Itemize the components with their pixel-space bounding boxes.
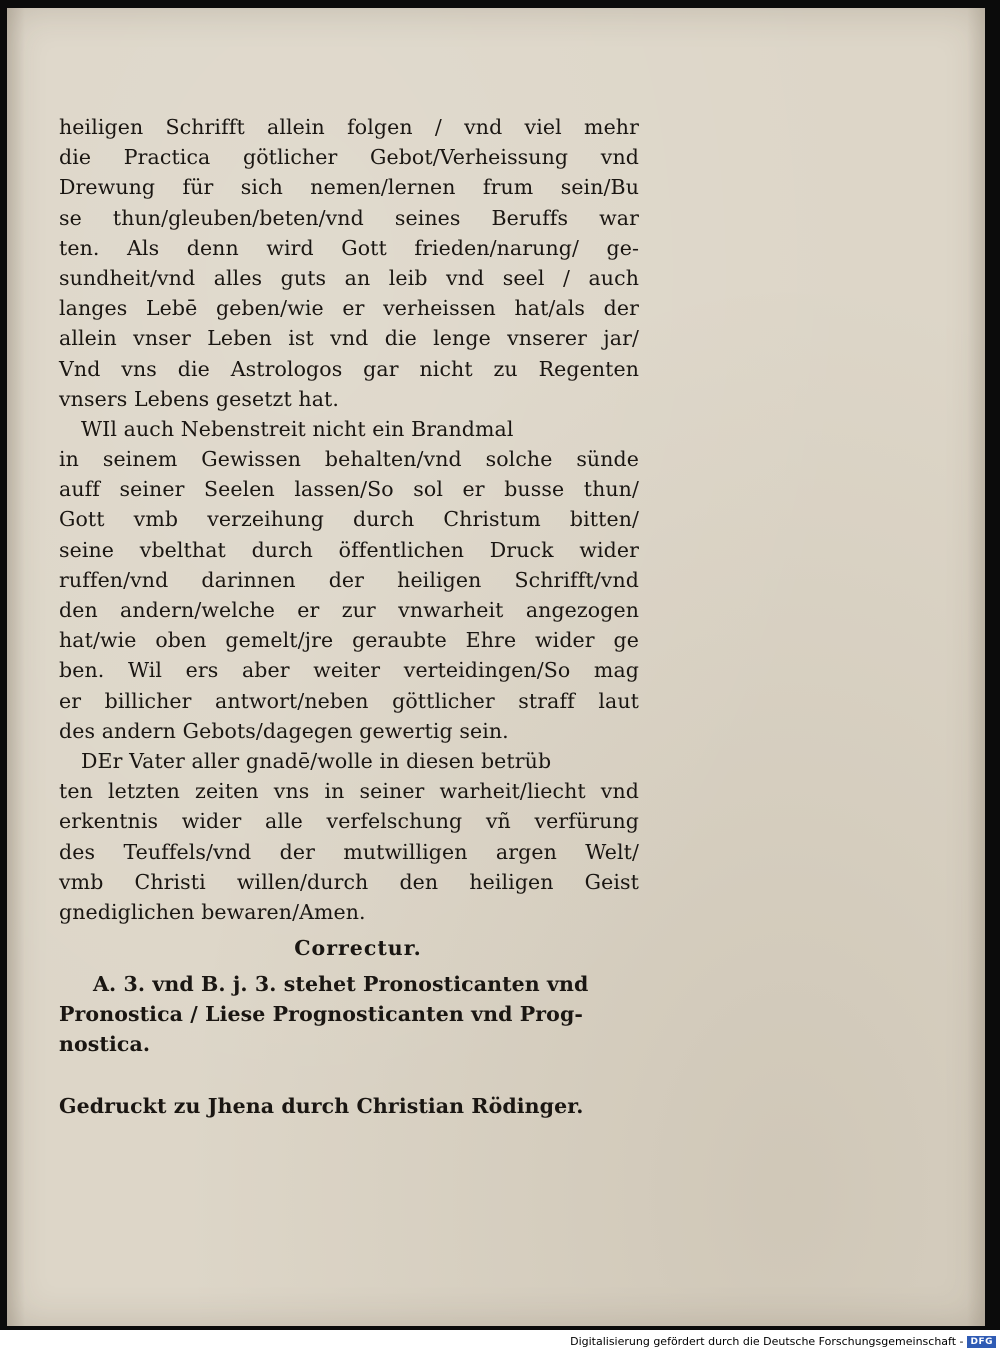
- text-line: allein vnser Leben ist vnd die lenge vnserer jar/: [59, 326, 639, 351]
- book-page: [7, 8, 985, 1326]
- text-line: seine vbelthat durch öffentlichen Druck wider: [59, 537, 639, 562]
- text-line: auff seiner Seelen lassen/So sol er busse thun/: [59, 477, 639, 502]
- text-line: vnsers Lebens gesetzt hat.: [59, 386, 339, 411]
- text-line: Drewung für sich nemen/lernen frum sein/Bu: [59, 175, 639, 200]
- colophon: Gedruckt zu Jhena durch Christian Rödinger.: [59, 1093, 584, 1118]
- text-line: ruffen/vnd darinnen der heiligen Schrifft/vnd: [59, 567, 639, 592]
- correction-text: [59, 969, 639, 1060]
- text-line: vmb Christi willen/durch den heiligen Geist: [59, 869, 639, 894]
- text-line: langes Lebē geben/wie er verheissen hat/als der: [59, 296, 639, 321]
- text-line: heiligen Schrifft allein folgen / vnd viel mehr: [59, 115, 639, 139]
- text-line: ben. Wil ers aber weiter verteidingen/So mag: [59, 658, 639, 683]
- correction-line: nostica.: [59, 1032, 151, 1057]
- text-line: se thun/gleuben/beten/vnd seines Beruffs war: [59, 205, 639, 230]
- text-line: er billicher antwort/neben göttlicher straff laut: [59, 688, 639, 713]
- funding-credit: Digitalisierung gefördert durch die Deutsche Forschungsgemeinschaft -: [570, 1335, 964, 1348]
- text-line: die Practica götlicher Gebot/Verheissung vnd: [59, 145, 639, 170]
- correction-line: Pronostica / Liese Prognosticanten vnd Prog-: [59, 1002, 583, 1027]
- correction-heading: Correctur.: [294, 936, 422, 961]
- text-line: den andern/welche er zur vnwarheit angezogen: [59, 598, 639, 622]
- correction-line: A. 3. vnd B. j. 3. stehet Pronosticanten vnd: [93, 972, 589, 997]
- text-line: DEr Vater aller gnadē/wolle in diesen betrüb: [81, 748, 552, 773]
- text-line: erkentnis wider alle verfelschung vñ verfürung: [59, 809, 639, 834]
- text-line: gnediglichen bewaren/Amen.: [59, 899, 366, 924]
- text-line: des Teuffels/vnd der mutwilligen argen Welt/: [59, 839, 639, 864]
- dfg-logo: DFG: [967, 1336, 996, 1348]
- digitization-footer: [570, 1335, 996, 1348]
- text-line: ten letzten zeiten vns in seiner warheit/liecht vnd: [59, 779, 639, 804]
- page-text: [59, 112, 639, 1122]
- text-line: ten. Als denn wird Gott frieden/narung/ ge-: [59, 235, 639, 260]
- body-text: [59, 112, 639, 927]
- text-line: hat/wie oben gemelt/jre geraubte Ehre wider ge: [59, 628, 639, 653]
- text-line: WIl auch Nebenstreit nicht ein Brandmal: [81, 416, 514, 441]
- text-line: Gott vmb verzeihung durch Christum bitten/: [59, 507, 639, 532]
- text-line: des andern Gebots/dagegen gewertig sein.: [59, 718, 509, 743]
- text-line: sundheit/vnd alles guts an leib vnd seel / auch: [59, 265, 639, 290]
- text-line: Vnd vns die Astrologos gar nicht zu Regenten: [59, 356, 639, 381]
- text-line: in seinem Gewissen behalten/vnd solche sünde: [59, 447, 639, 472]
